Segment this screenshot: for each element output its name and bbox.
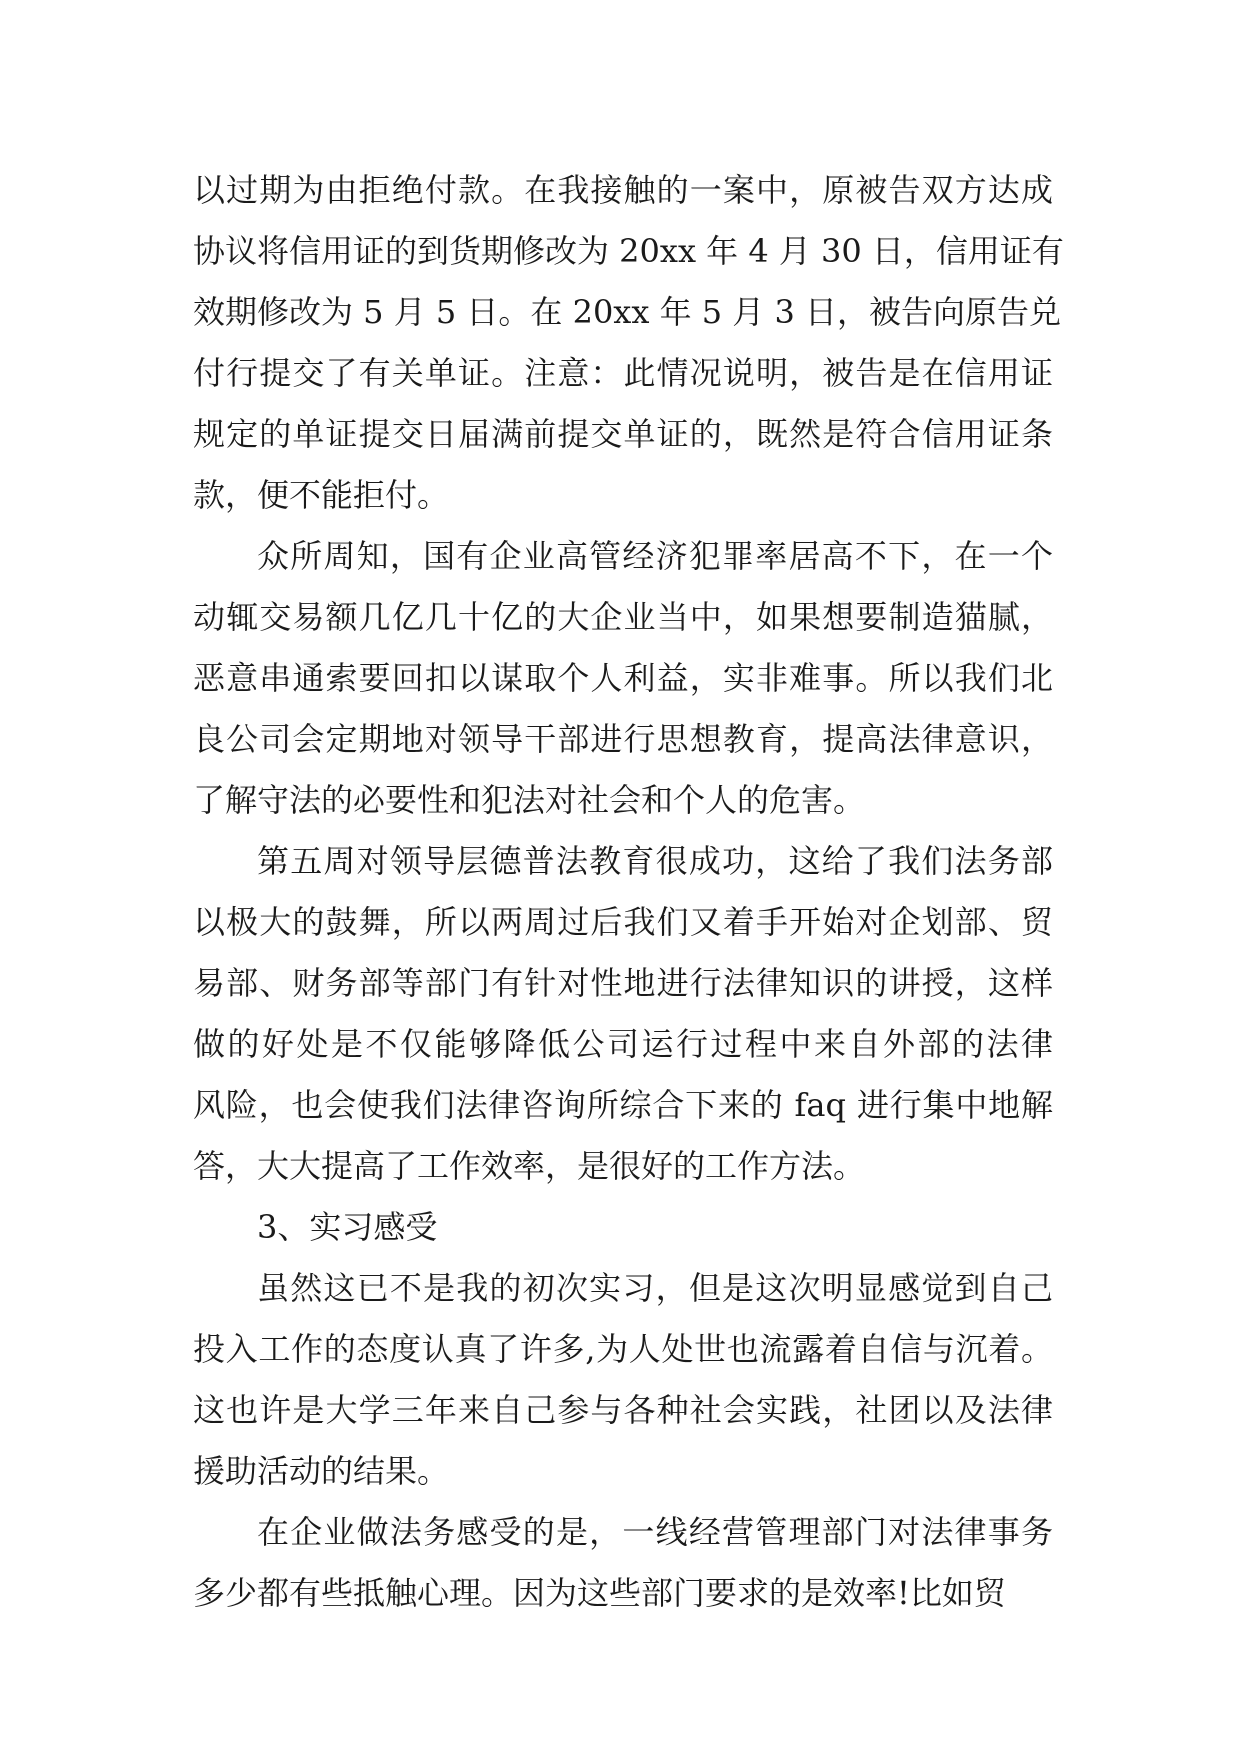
text-line: 恶意串通索要回扣以谋取个人利益，实非难事。所以我们北 <box>193 659 1053 697</box>
text-line: 易部、财务部等部门有针对性地进行法律知识的讲授，这样 <box>193 964 1053 1002</box>
text-line: 以极大的鼓舞，所以两周过后我们又着手开始对企划部、贸 <box>193 903 1053 941</box>
text-line: 良公司会定期地对领导干部进行思想教育，提高法律意识， <box>193 720 1053 758</box>
text-line: 众所周知，国有企业高管经济犯罪率居高不下，在一个 <box>257 537 1053 575</box>
text-line: 第五周对领导层德普法教育很成功，这给了我们法务部 <box>257 842 1053 880</box>
text-line: 规定的单证提交日届满前提交单证的，既然是符合信用证条 <box>193 415 1053 453</box>
paragraph <box>193 1258 1053 1502</box>
text-line: 在企业做法务感受的是，一线经营管理部门对法律事务 <box>257 1513 1053 1551</box>
paragraph <box>193 526 1053 831</box>
paragraph <box>193 160 1064 526</box>
text-line: 做的好处是不仅能够降低公司运行过程中来自外部的法律 <box>193 1025 1053 1063</box>
text-line: 以过期为由拒绝付款。在我接触的一案中，原被告双方达成 <box>193 171 1053 209</box>
text-line: 风险，也会使我们法律咨询所综合下来的 faq 进行集中地解 <box>193 1086 1053 1124</box>
text-line: 效期修改为 5 月 5 日。在 20xx 年 5 月 3 日，被告向原告兑 <box>193 293 1061 331</box>
text-line: 投入工作的态度认真了许多,为人处世也流露着自信与沉着。 <box>193 1330 1053 1368</box>
document-body <box>193 160 1064 1624</box>
text-line: 援助活动的结果。 <box>193 1452 450 1490</box>
text-line: 动辄交易额几亿几十亿的大企业当中，如果想要制造猫腻， <box>193 598 1053 636</box>
text-line: 答，大大提高了工作效率，是很好的工作方法。 <box>193 1147 866 1185</box>
paragraph <box>193 831 1053 1197</box>
text-line: 了解守法的必要性和犯法对社会和个人的危害。 <box>193 781 866 819</box>
text-line: 这也许是大学三年来自己参与各种社会实践，社团以及法律 <box>193 1391 1053 1429</box>
text-line: 虽然这已不是我的初次实习，但是这次明显感觉到自己 <box>257 1269 1053 1307</box>
text-line: 协议将信用证的到货期修改为 20xx 年 4 月 30 日，信用证有 <box>193 232 1064 270</box>
text-line: 付行提交了有关单证。注意：此情况说明，被告是在信用证 <box>193 354 1053 392</box>
text-line: 3、实习感受 <box>257 1208 438 1246</box>
text-line: 多少都有些抵触心理。因为这些部门要求的是效率!比如贸 <box>193 1574 1006 1612</box>
paragraph <box>193 1502 1053 1624</box>
paragraph <box>193 1197 1053 1258</box>
text-line: 款，便不能拒付。 <box>193 476 450 514</box>
